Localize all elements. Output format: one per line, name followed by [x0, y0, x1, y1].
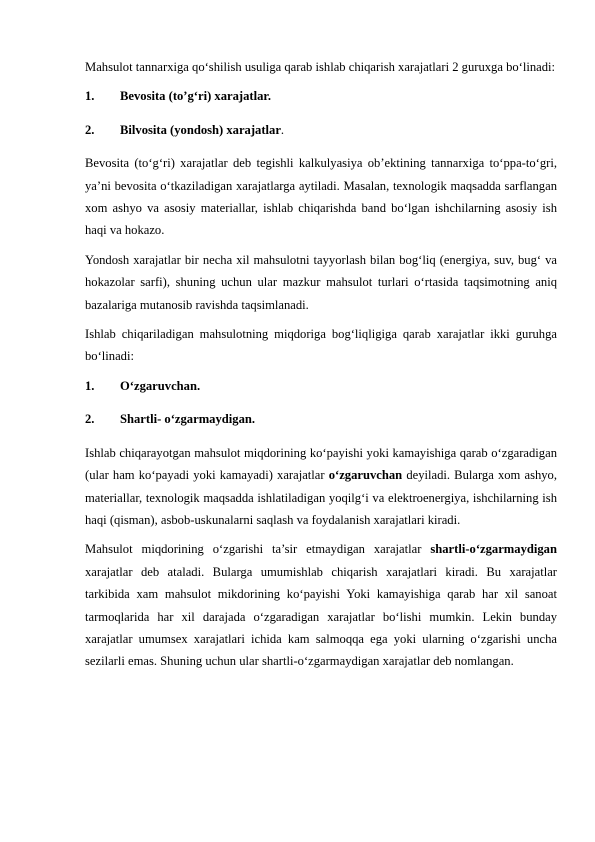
- text-run: Mahsulot miqdorining o‘zgarishi ta’sir etmaydigan xarajatlar: [85, 542, 431, 557]
- list-text: Bevosita (to’g‘ri) xarajatlar.: [120, 89, 271, 104]
- paragraph-variable-costs: [85, 442, 557, 532]
- list-number: 1.: [85, 378, 95, 393]
- list-item-fixed: [85, 408, 557, 430]
- paragraph-indirect-costs: Yondosh xarajatlar bir necha xil mahsulotni tayyorlash bilan bog‘liq (energiya, suv, bug‘ va hokazolar sarfi), shuning uchun ular mazkur mahsulot turlari o‘rtasida taqsimotning aniq bazalariga mutanosib ravishda taqsimlanadi.: [85, 252, 557, 312]
- list-text: O‘zgaruvchan.: [120, 378, 201, 393]
- list-item-variable: [85, 375, 557, 397]
- list-number: 2.: [85, 122, 95, 137]
- text-run: xarajatlar deb ataladi. Bularga umumishlab chiqarish xarajatlari kiradi. Bu xarajatlar tarkibida xam mahsulot mikdorining ko‘payishi Yoki kamayishiga qarab har xil sanoat tarmoqlarida har xil darajada o‘zgaradigan xarajatlar bo‘lishi mumkin. Lekin bunday xarajatlar umumsex xarajatlari ichida kam salmoqqa ega yoki ularning o‘zgarishi uncha sezilarli emas. Shuning uchun ular shartli-o‘zgarmaydigan xarajatlar deb nomlangan.: [85, 564, 557, 669]
- term-fixed: shartli-o‘zgarmaydigan: [430, 542, 557, 557]
- text-run: Ishlab chiqarayotgan mahsulot miqdorining ko‘payishi yoki kamayishiga qarab o‘zgaradigan (ular ham ko‘payadi yoki kamayadi) xarajatlar: [85, 445, 557, 483]
- list-item-indirect-costs: [85, 119, 557, 141]
- list-number: 2.: [85, 412, 95, 427]
- paragraph-direct-costs: Bevosita (to‘g‘ri) xarajatlar deb tegishli kalkulyasiya ob’ektining tannarxiga to‘ppa-to‘gri, ya’ni bevosita o‘tkaziladigan xarajatlarga aytiladi. Masalan, texnologik maqsadda sarflangan xom ashyo va asosiy materiallar, ishlab chiqarishda band bo‘lgan ishchilarning asosiy ish haqi va hokazo.: [85, 156, 557, 238]
- term-variable: o‘zgaruvchan: [328, 468, 403, 483]
- paragraph-intro: Mahsulot tannarxiga qo‘shilish usuliga qarab ishlab chiqarish xarajatlari 2 guruxga bo‘linadi:: [85, 60, 556, 74]
- paragraph-quantity-intro: Ishlab chiqariladigan mahsulotning miqdoriga bog‘liqligiga qarab xarajatlar ikki guruhga bo‘linadi:: [85, 327, 557, 364]
- list-number: 1.: [85, 89, 95, 104]
- text-run: deyiladi. Bularga xom ashyo, materiallar, texnologik maqsadda ishlatiladigan yoqilg‘i va elektroenergiya, ishchilarning ish haqi (qisman), asbob-uskunalarni saqlash va foydalanish xarajatlari kiradi.: [85, 468, 558, 527]
- list-text: Bilvosita (yondosh) xarajatlar: [120, 122, 281, 137]
- list-item-direct-costs: [85, 85, 557, 107]
- list-text: Shartli- o‘zgarmaydigan.: [120, 412, 256, 427]
- list-text-tail: .: [280, 122, 285, 137]
- paragraph-fixed-costs: [85, 538, 557, 672]
